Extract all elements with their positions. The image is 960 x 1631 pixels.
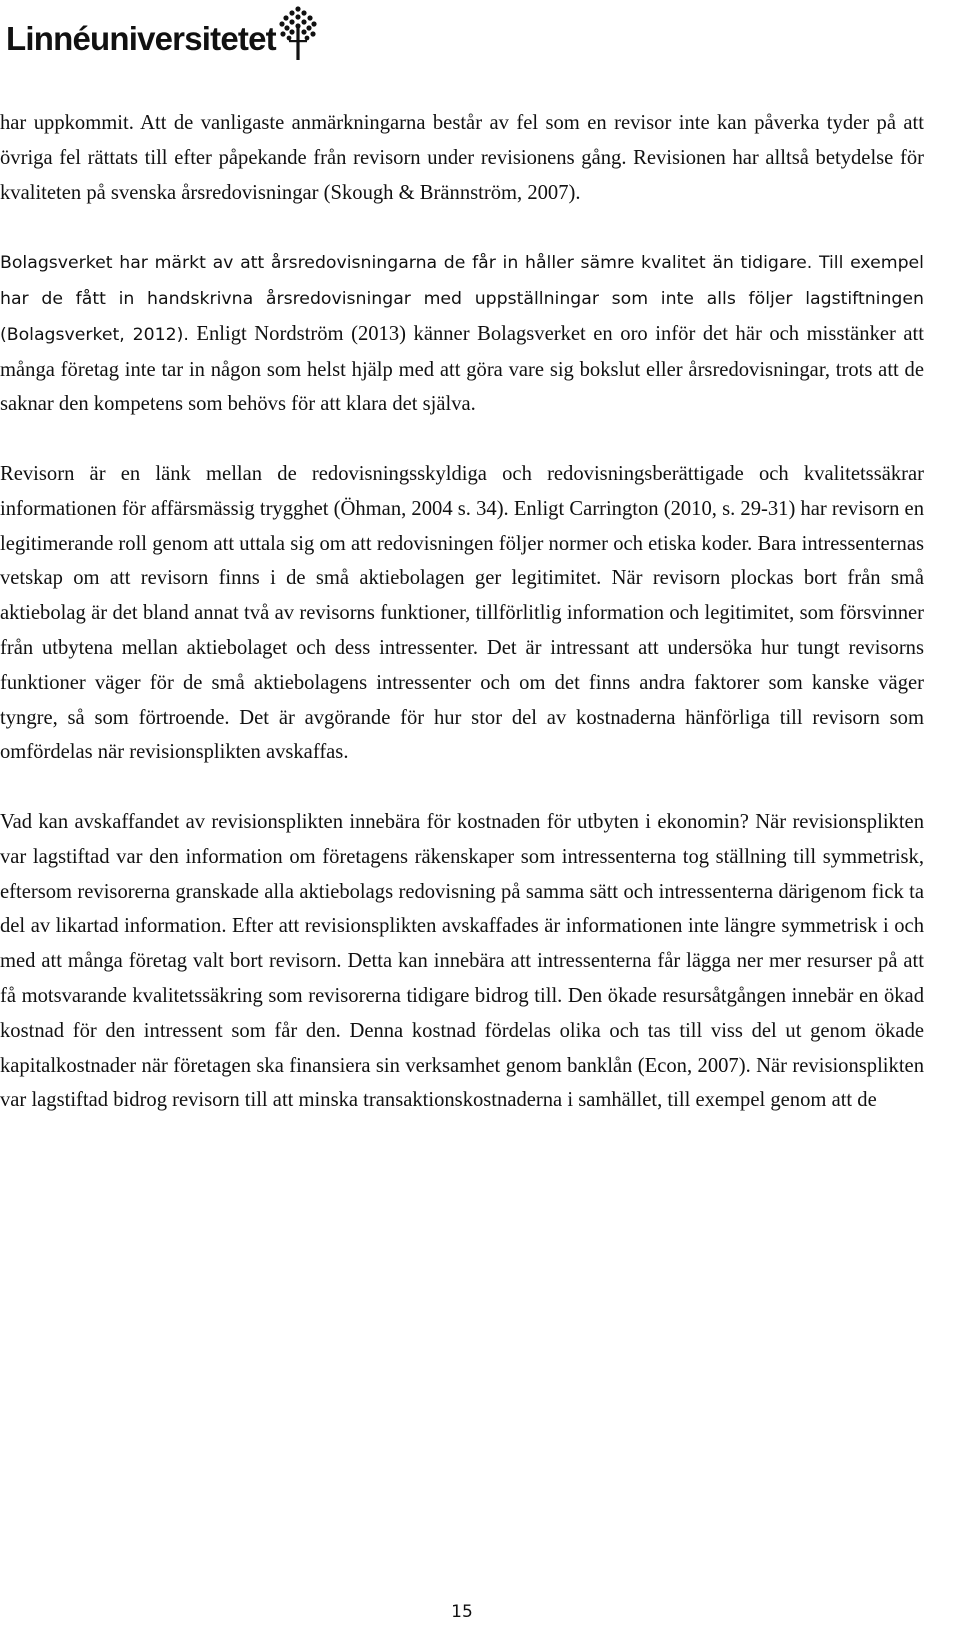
university-logo xyxy=(6,2,318,60)
paragraph-4: Vad kan avskaffandet av revisionsplikten innebära för kostnaden för utbyten i ekonomin? När revisionsplikten var lagstiftad var den information om företagens räkenskaper som intressenterna tog ställning till symmetrisk, eftersom revisorerna granskade alla aktiebolags redovisning på samma sätt och intressenterna därigenom fick ta del av likartad information. Efter att revisionsplikten avskaffades är informationen inte längre symmetrisk i och med att många företag valt bort revisorn. Detta kan innebära att intressenterna får lägga ner mer resurser på att få motsvarande kvalitetssäkring som revisorerna tidigare bidrog till. Den ökade resursåtgången innebär en ökad kostnad för den intressent som får den. Denna kostnad fördelas olika och tas till viss del ut genom ökade kapitalkostnader när företagen ska finansiera sin verksamhet genom banklån (Econ, 2007). När revisionsplikten var lagstiftad bidrog revisorn till att minska transaktionskostnaderna i samhället, till exempel genom att de xyxy=(0,810,924,1112)
paragraph-2 xyxy=(0,245,924,422)
body-text xyxy=(0,106,924,1118)
paragraph-1: har uppkommit. Att de vanligaste anmärkningarna består av fel som en revisor inte kan påverka tyder på att övriga fel rättats till efter påpekande från revisorn under revisionens gång. Revisionen har alltså betydelse för kvaliteten på svenska årsredovisningar (Skough & Brännström, 2007). xyxy=(0,112,924,204)
tree-icon xyxy=(278,6,318,60)
paragraph-3: Revisorn är en länk mellan de redovisningsskyldiga och redovisningsberättigade och kvalitetssäkrar informationen för affärsmässig trygghet (Öhman, 2004 s. 34). Enligt Carrington (2010, s. 29-31) har revisorn en legitimerande roll genom att uttala sig om att redovisningen följer normer och etiska koder. Bara intressenternas vetskap om att revisorn finns i de små aktiebolagen ger legitimitet. När revisorn plockas bort från små aktiebolag är det bland annat två av revisorns funktioner, tillförlitlig information och legitimitet, som försvinner från utbytena mellan aktiebolaget och dess intressenter. Det är intressant att undersöka hur tungt revisorns funktioner väger för de små aktiebolagens intressenter och om det finns andra faktorer som kanske väger tyngre, så som förtroende. Det är avgörande för hur stor del av kostnaderna hänförliga till revisorn som omfördelas när revisionsplikten avskaffas. xyxy=(0,462,924,764)
paragraph-2-sentence-2: Enligt Nordström (2013) känner Bolagsverket en oro inför det här och misstänker att många företag inte tar in någon som helst hjälp med att göra vare sig bokslut eller årsredovisningar, trots att de saknar den kompetens som behövs för att klara det själva. xyxy=(0,322,924,416)
logo-wordmark: Linnéuniversitetet xyxy=(6,20,276,57)
page-number: 15 xyxy=(451,1602,473,1622)
paragraph-2-sentence-1: Bolagsverket har märkt av att årsredovisningarna de får in håller sämre kvalitet än tidigare. Till exempel har de fått in handskrivna årsredovisningar med uppställningar som inte alls följer lagstiftningen (Bolagsverket, 2012). xyxy=(0,253,924,345)
